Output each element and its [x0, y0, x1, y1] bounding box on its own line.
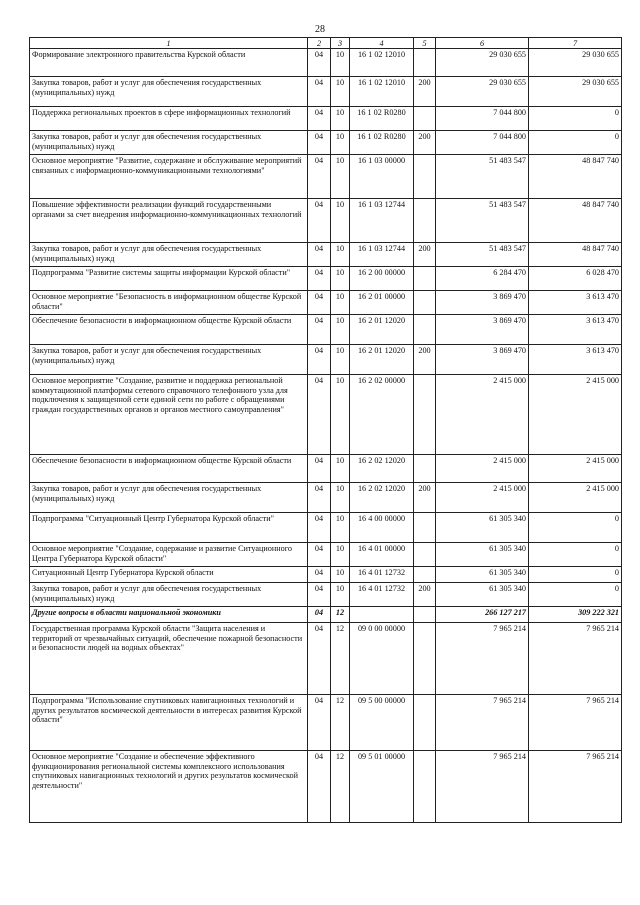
table-row — [30, 77, 622, 107]
cell-section: 04 — [308, 375, 331, 455]
cell-expense-type — [414, 375, 436, 455]
cell-amount-2: 6 028 470 — [529, 267, 622, 291]
cell-subsection: 12 — [331, 623, 350, 695]
cell-target-article: 16 1 02 12010 — [350, 49, 414, 77]
cell-subsection: 10 — [331, 543, 350, 567]
page-number: 28 — [315, 24, 325, 35]
cell-amount-1: 2 415 000 — [436, 455, 529, 483]
cell-target-article: 16 2 00 00000 — [350, 267, 414, 291]
cell-section: 04 — [308, 199, 331, 243]
cell-amount-2: 309 222 321 — [529, 607, 622, 623]
header-col-5: 5 — [414, 38, 436, 49]
table-row — [30, 483, 622, 513]
cell-amount-1: 6 284 470 — [436, 267, 529, 291]
table-row — [30, 543, 622, 567]
cell-target-article: 16 2 01 12020 — [350, 345, 414, 375]
cell-name: Обеспечение безопасности в информационном обществе Курской области — [30, 455, 308, 483]
cell-target-article: 16 2 01 00000 — [350, 291, 414, 315]
table-row — [30, 567, 622, 583]
cell-amount-2: 7 965 214 — [529, 623, 622, 695]
cell-section: 04 — [308, 77, 331, 107]
cell-name: Основное мероприятие "Создание, развитие и поддержка региональной коммутационной платформы сетевого справочного телефонного узла для подключения к защищенной сети единой сети по работе с обращениями граждан государственных органов и органов местного самоуправления" — [30, 375, 308, 455]
cell-name: Ситуационный Центр Губернатора Курской области — [30, 567, 308, 583]
header-col-2: 2 — [308, 38, 331, 49]
cell-expense-type: 200 — [414, 243, 436, 267]
cell-amount-1: 7 965 214 — [436, 623, 529, 695]
cell-expense-type — [414, 695, 436, 751]
cell-subsection: 10 — [331, 267, 350, 291]
header-col-6: 6 — [436, 38, 529, 49]
cell-subsection: 12 — [331, 695, 350, 751]
table-body — [30, 49, 622, 823]
cell-section: 04 — [308, 315, 331, 345]
cell-section: 04 — [308, 243, 331, 267]
cell-subsection: 10 — [331, 107, 350, 131]
table-row — [30, 107, 622, 131]
cell-subsection: 10 — [331, 483, 350, 513]
cell-section: 04 — [308, 131, 331, 155]
cell-section: 04 — [308, 607, 331, 623]
cell-target-article — [350, 607, 414, 623]
table-row — [30, 315, 622, 345]
cell-amount-1: 61 305 340 — [436, 583, 529, 607]
cell-expense-type — [414, 455, 436, 483]
cell-name: Закупка товаров, работ и услуг для обеспечения государственных (муниципальных) нужд — [30, 243, 308, 267]
cell-expense-type: 200 — [414, 77, 436, 107]
table-row — [30, 199, 622, 243]
cell-name: Обеспечение безопасности в информационном обществе Курской области — [30, 315, 308, 345]
cell-amount-1: 61 305 340 — [436, 513, 529, 543]
cell-expense-type — [414, 543, 436, 567]
cell-subsection: 10 — [331, 345, 350, 375]
cell-amount-2: 0 — [529, 131, 622, 155]
header-col-3: 3 — [331, 38, 350, 49]
cell-target-article: 09 5 00 00000 — [350, 695, 414, 751]
cell-amount-1: 29 030 655 — [436, 77, 529, 107]
cell-target-article: 16 4 01 12732 — [350, 567, 414, 583]
cell-expense-type — [414, 107, 436, 131]
table-row — [30, 345, 622, 375]
cell-amount-1: 51 483 547 — [436, 155, 529, 199]
cell-amount-2: 48 847 740 — [529, 199, 622, 243]
cell-amount-2: 3 613 470 — [529, 345, 622, 375]
cell-expense-type — [414, 567, 436, 583]
cell-subsection: 10 — [331, 583, 350, 607]
header-col-4: 4 — [350, 38, 414, 49]
cell-expense-type — [414, 623, 436, 695]
cell-amount-2: 2 415 000 — [529, 455, 622, 483]
table-row — [30, 49, 622, 77]
cell-expense-type — [414, 291, 436, 315]
table-row — [30, 513, 622, 543]
cell-target-article: 16 1 02 R0280 — [350, 107, 414, 131]
cell-subsection: 10 — [331, 315, 350, 345]
budget-table — [29, 37, 622, 823]
cell-amount-1: 7 044 800 — [436, 131, 529, 155]
cell-target-article: 16 4 01 00000 — [350, 543, 414, 567]
cell-target-article: 09 5 01 00000 — [350, 751, 414, 823]
cell-subsection: 12 — [331, 751, 350, 823]
cell-name: Закупка товаров, работ и услуг для обеспечения государственных (муниципальных) нужд — [30, 583, 308, 607]
cell-amount-2: 0 — [529, 107, 622, 131]
cell-amount-1: 2 415 000 — [436, 483, 529, 513]
cell-target-article: 16 1 03 00000 — [350, 155, 414, 199]
cell-amount-1: 3 869 470 — [436, 345, 529, 375]
cell-subsection: 10 — [331, 455, 350, 483]
cell-target-article: 16 1 02 R0280 — [350, 131, 414, 155]
cell-target-article: 16 2 02 12020 — [350, 483, 414, 513]
cell-amount-1: 7 044 800 — [436, 107, 529, 131]
cell-amount-1: 51 483 547 — [436, 243, 529, 267]
cell-expense-type — [414, 155, 436, 199]
cell-section: 04 — [308, 583, 331, 607]
table-row — [30, 623, 622, 695]
cell-section: 04 — [308, 155, 331, 199]
cell-name: Повышение эффективности реализации функций государственными органами за счет внедрения информационно-коммуникационных технологий — [30, 199, 308, 243]
cell-amount-1: 61 305 340 — [436, 543, 529, 567]
cell-subsection: 10 — [331, 291, 350, 315]
cell-amount-2: 7 965 214 — [529, 751, 622, 823]
cell-amount-2: 0 — [529, 513, 622, 543]
cell-target-article: 16 2 02 00000 — [350, 375, 414, 455]
cell-expense-type: 200 — [414, 583, 436, 607]
cell-name: Закупка товаров, работ и услуг для обеспечения государственных (муниципальных) нужд — [30, 131, 308, 155]
cell-target-article: 09 0 00 00000 — [350, 623, 414, 695]
cell-section: 04 — [308, 483, 331, 513]
cell-name: Другие вопросы в области национальной экономики — [30, 607, 308, 623]
cell-amount-2: 48 847 740 — [529, 155, 622, 199]
cell-subsection: 10 — [331, 199, 350, 243]
cell-section: 04 — [308, 543, 331, 567]
cell-target-article: 16 1 03 12744 — [350, 243, 414, 267]
table-row — [30, 243, 622, 267]
cell-subsection: 12 — [331, 607, 350, 623]
cell-name: Основное мероприятие "Создание, содержание и развитие Ситуационного Центра Губернатора Курской области" — [30, 543, 308, 567]
cell-expense-type — [414, 49, 436, 77]
cell-expense-type: 200 — [414, 483, 436, 513]
cell-name: Подпрограмма "Ситуационный Центр Губернатора Курской области" — [30, 513, 308, 543]
cell-section: 04 — [308, 49, 331, 77]
cell-amount-1: 3 869 470 — [436, 291, 529, 315]
table-row — [30, 455, 622, 483]
cell-amount-1: 2 415 000 — [436, 375, 529, 455]
cell-expense-type — [414, 267, 436, 291]
cell-amount-1: 29 030 655 — [436, 49, 529, 77]
cell-amount-1: 3 869 470 — [436, 315, 529, 345]
cell-subsection: 10 — [331, 77, 350, 107]
table-row — [30, 291, 622, 315]
table-row — [30, 267, 622, 291]
cell-amount-1: 7 965 214 — [436, 695, 529, 751]
cell-target-article: 16 2 02 12020 — [350, 455, 414, 483]
cell-name: Государственная программа Курской области "Защита населения и территорий от чрезвычайных ситуаций, обеспечение пожарной безопасности и безопасности людей на водных объектах" — [30, 623, 308, 695]
cell-amount-2: 3 613 470 — [529, 315, 622, 345]
cell-target-article: 16 4 00 00000 — [350, 513, 414, 543]
cell-subsection: 10 — [331, 131, 350, 155]
cell-name: Основное мероприятие "Создание и обеспечение эффективного функционирования региональной системы комплексного использования спутниковых навигационных технологий и других результатов космической деятельности" — [30, 751, 308, 823]
table-row — [30, 583, 622, 607]
cell-amount-2: 29 030 655 — [529, 77, 622, 107]
cell-section: 04 — [308, 455, 331, 483]
cell-amount-2: 3 613 470 — [529, 291, 622, 315]
cell-amount-1: 51 483 547 — [436, 199, 529, 243]
cell-section: 04 — [308, 623, 331, 695]
cell-name: Формирование электронного правительства Курской области — [30, 49, 308, 77]
cell-amount-2: 2 415 000 — [529, 375, 622, 455]
cell-expense-type — [414, 199, 436, 243]
cell-amount-2: 0 — [529, 543, 622, 567]
cell-amount-2: 2 415 000 — [529, 483, 622, 513]
table-header — [30, 38, 622, 49]
cell-amount-2: 0 — [529, 567, 622, 583]
cell-section: 04 — [308, 567, 331, 583]
cell-subsection: 10 — [331, 513, 350, 543]
cell-name: Поддержка региональных проектов в сфере информационных технологий — [30, 107, 308, 131]
cell-section: 04 — [308, 291, 331, 315]
table-row — [30, 695, 622, 751]
cell-section: 04 — [308, 107, 331, 131]
table-row — [30, 751, 622, 823]
cell-target-article: 16 2 01 12020 — [350, 315, 414, 345]
cell-name: Закупка товаров, работ и услуг для обеспечения государственных (муниципальных) нужд — [30, 77, 308, 107]
cell-amount-1: 61 305 340 — [436, 567, 529, 583]
cell-section: 04 — [308, 751, 331, 823]
cell-amount-2: 29 030 655 — [529, 49, 622, 77]
cell-amount-2: 48 847 740 — [529, 243, 622, 267]
cell-target-article: 16 1 03 12744 — [350, 199, 414, 243]
cell-name: Подпрограмма "Использование спутниковых навигационных технологий и других результатов космической деятельности в интересах развития Курской области" — [30, 695, 308, 751]
cell-name: Подпрограмма "Развитие системы защиты информации Курской области" — [30, 267, 308, 291]
cell-subsection: 10 — [331, 375, 350, 455]
table-row — [30, 375, 622, 455]
cell-amount-1: 7 965 214 — [436, 751, 529, 823]
cell-section: 04 — [308, 345, 331, 375]
cell-subsection: 10 — [331, 243, 350, 267]
cell-amount-2: 0 — [529, 583, 622, 607]
table-row — [30, 131, 622, 155]
cell-name: Закупка товаров, работ и услуг для обеспечения государственных (муниципальных) нужд — [30, 345, 308, 375]
cell-section: 04 — [308, 513, 331, 543]
cell-expense-type — [414, 315, 436, 345]
cell-target-article: 16 1 02 12010 — [350, 77, 414, 107]
header-col-7: 7 — [529, 38, 622, 49]
cell-name: Основное мероприятие "Развитие, содержание и обслуживание мероприятий связанных с информационно-коммуникационными технологиями" — [30, 155, 308, 199]
cell-expense-type: 200 — [414, 345, 436, 375]
table-row — [30, 607, 622, 623]
header-col-1: 1 — [30, 38, 308, 49]
cell-expense-type: 200 — [414, 131, 436, 155]
table-row — [30, 155, 622, 199]
cell-expense-type — [414, 607, 436, 623]
cell-expense-type — [414, 751, 436, 823]
cell-subsection: 10 — [331, 155, 350, 199]
cell-expense-type — [414, 513, 436, 543]
cell-amount-1: 266 127 217 — [436, 607, 529, 623]
cell-target-article: 16 4 01 12732 — [350, 583, 414, 607]
cell-subsection: 10 — [331, 49, 350, 77]
cell-section: 04 — [308, 695, 331, 751]
cell-name: Основное мероприятие "Безопасность в информационном обществе Курской области" — [30, 291, 308, 315]
cell-subsection: 10 — [331, 567, 350, 583]
cell-amount-2: 7 965 214 — [529, 695, 622, 751]
header-row — [30, 38, 622, 49]
cell-name: Закупка товаров, работ и услуг для обеспечения государственных (муниципальных) нужд — [30, 483, 308, 513]
cell-section: 04 — [308, 267, 331, 291]
